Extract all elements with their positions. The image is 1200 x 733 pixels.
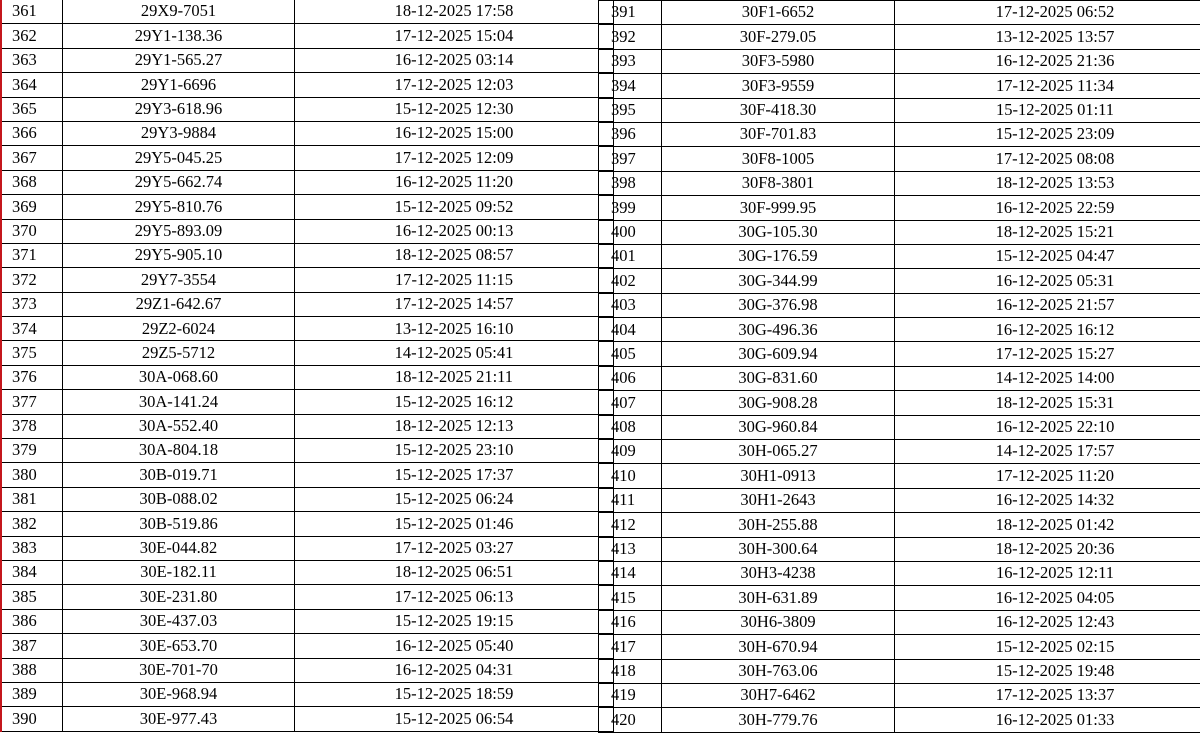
timestamp-cell: 13-12-2025 16:10	[295, 317, 614, 341]
license-plate-cell: 30H-763.06	[662, 659, 895, 683]
row-number-cell: 407	[599, 391, 662, 415]
timestamp-cell: 15-12-2025 09:52	[295, 195, 614, 219]
row-number-cell: 376	[1, 365, 63, 389]
license-plate-cell: 30E-231.80	[63, 585, 295, 609]
row-number-cell: 401	[599, 244, 662, 268]
row-number-cell: 367	[1, 146, 63, 170]
row-number-cell: 372	[1, 268, 63, 292]
plate-table-body	[1, 0, 614, 731]
row-number-cell: 394	[599, 74, 662, 98]
license-plate-cell: 30A-141.24	[63, 390, 295, 414]
timestamp-cell: 15-12-2025 01:46	[295, 512, 614, 536]
row-number-cell: 381	[1, 487, 63, 511]
license-plate-cell: 30H-670.94	[662, 635, 895, 659]
row-number-cell: 398	[599, 171, 662, 195]
license-plate-cell: 30H1-0913	[662, 464, 895, 488]
table-row	[599, 366, 1200, 390]
table-row	[599, 122, 1200, 146]
license-plate-cell: 29Y1-565.27	[63, 48, 295, 72]
table-row	[599, 74, 1200, 98]
timestamp-cell: 15-12-2025 18:59	[295, 682, 614, 706]
row-number-cell: 366	[1, 121, 63, 145]
license-plate-cell: 30E-968.94	[63, 682, 295, 706]
row-number-cell: 397	[599, 147, 662, 171]
table-row	[599, 269, 1200, 293]
table-row	[599, 659, 1200, 683]
table-row	[1, 487, 614, 511]
license-plate-cell: 29Y7-3554	[63, 268, 295, 292]
license-plate-cell: 30B-019.71	[63, 463, 295, 487]
license-plate-cell: 30H-631.89	[662, 586, 895, 610]
row-number-cell: 395	[599, 98, 662, 122]
table-row	[1, 317, 614, 341]
license-plate-cell: 30H-779.76	[662, 708, 895, 732]
timestamp-cell: 16-12-2025 03:14	[295, 48, 614, 72]
license-plate-cell: 30F3-5980	[662, 49, 895, 73]
table-row	[1, 463, 614, 487]
timestamp-cell: 16-12-2025 04:05	[895, 586, 1200, 610]
license-plate-cell: 30F1-6652	[662, 1, 895, 25]
row-number-cell: 386	[1, 609, 63, 633]
plate-table-body	[599, 1, 1200, 733]
row-number-cell: 412	[599, 513, 662, 537]
table-row	[599, 293, 1200, 317]
timestamp-cell: 16-12-2025 12:11	[895, 561, 1200, 585]
table-row	[1, 48, 614, 72]
timestamp-cell: 16-12-2025 12:43	[895, 610, 1200, 634]
license-plate-cell: 30G-176.59	[662, 244, 895, 268]
license-plate-cell: 30G-376.98	[662, 293, 895, 317]
table-row	[599, 683, 1200, 707]
license-plate-cell: 30F-999.95	[662, 196, 895, 220]
timestamp-cell: 18-12-2025 15:21	[895, 220, 1200, 244]
table-row	[599, 464, 1200, 488]
timestamp-cell: 17-12-2025 15:27	[895, 342, 1200, 366]
table-row	[1, 414, 614, 438]
row-number-cell: 380	[1, 463, 63, 487]
timestamp-cell: 16-12-2025 21:57	[895, 293, 1200, 317]
timestamp-cell: 18-12-2025 06:51	[295, 560, 614, 584]
row-number-cell: 399	[599, 196, 662, 220]
license-plate-cell: 30H-255.88	[662, 513, 895, 537]
row-number-cell: 365	[1, 97, 63, 121]
timestamp-cell: 15-12-2025 19:48	[895, 659, 1200, 683]
timestamp-cell: 17-12-2025 11:34	[895, 74, 1200, 98]
row-number-cell: 382	[1, 512, 63, 536]
license-plate-cell: 30G-960.84	[662, 415, 895, 439]
license-plate-cell: 29Y5-045.25	[63, 146, 295, 170]
row-number-cell: 374	[1, 317, 63, 341]
row-number-cell: 368	[1, 170, 63, 194]
license-plate-cell: 29Y5-810.76	[63, 195, 295, 219]
license-plate-cell: 30G-344.99	[662, 269, 895, 293]
row-number-cell: 404	[599, 318, 662, 342]
table-row	[599, 342, 1200, 366]
row-number-cell: 389	[1, 682, 63, 706]
row-number-cell: 416	[599, 610, 662, 634]
license-plate-cell: 29Z1-642.67	[63, 292, 295, 316]
row-number-cell: 417	[599, 635, 662, 659]
timestamp-cell: 15-12-2025 12:30	[295, 97, 614, 121]
table-row	[599, 488, 1200, 512]
table-row	[1, 560, 614, 584]
table-row	[599, 49, 1200, 73]
license-plate-cell: 30H1-2643	[662, 488, 895, 512]
license-plate-cell: 29Z5-5712	[63, 341, 295, 365]
row-number-cell: 383	[1, 536, 63, 560]
license-plate-cell: 30H-065.27	[662, 440, 895, 464]
row-number-cell: 411	[599, 488, 662, 512]
row-number-cell: 420	[599, 708, 662, 732]
table-row	[1, 634, 614, 658]
timestamp-cell: 18-12-2025 13:53	[895, 171, 1200, 195]
timestamp-cell: 18-12-2025 21:11	[295, 365, 614, 389]
timestamp-cell: 14-12-2025 17:57	[895, 440, 1200, 464]
table-row	[599, 98, 1200, 122]
timestamp-cell: 16-12-2025 11:20	[295, 170, 614, 194]
table-row	[1, 24, 614, 48]
timestamp-cell: 16-12-2025 22:59	[895, 196, 1200, 220]
timestamp-cell: 18-12-2025 17:58	[295, 0, 614, 24]
timestamp-cell: 17-12-2025 14:57	[295, 292, 614, 316]
timestamp-cell: 15-12-2025 04:47	[895, 244, 1200, 268]
row-number-cell: 408	[599, 415, 662, 439]
table-row	[1, 97, 614, 121]
timestamp-cell: 16-12-2025 22:10	[895, 415, 1200, 439]
table-row	[1, 585, 614, 609]
row-number-cell: 414	[599, 561, 662, 585]
table-row	[599, 196, 1200, 220]
timestamp-cell: 16-12-2025 04:31	[295, 658, 614, 682]
row-number-cell: 370	[1, 219, 63, 243]
table-row	[1, 609, 614, 633]
timestamp-cell: 17-12-2025 11:20	[895, 464, 1200, 488]
timestamp-cell: 17-12-2025 03:27	[295, 536, 614, 560]
table-row	[599, 537, 1200, 561]
plate-table-right	[598, 0, 1200, 733]
timestamp-cell: 18-12-2025 20:36	[895, 537, 1200, 561]
timestamp-cell: 17-12-2025 11:15	[295, 268, 614, 292]
license-plate-cell: 29Y3-9884	[63, 121, 295, 145]
license-plate-cell: 30H-300.64	[662, 537, 895, 561]
row-number-cell: 379	[1, 439, 63, 463]
timestamp-cell: 16-12-2025 16:12	[895, 318, 1200, 342]
timestamp-cell: 13-12-2025 13:57	[895, 25, 1200, 49]
row-number-cell: 419	[599, 683, 662, 707]
table-row	[599, 318, 1200, 342]
row-number-cell: 405	[599, 342, 662, 366]
timestamp-cell: 16-12-2025 14:32	[895, 488, 1200, 512]
license-plate-cell: 30G-908.28	[662, 391, 895, 415]
timestamp-cell: 17-12-2025 06:13	[295, 585, 614, 609]
timestamp-cell: 15-12-2025 16:12	[295, 390, 614, 414]
row-number-cell: 377	[1, 390, 63, 414]
timestamp-cell: 15-12-2025 23:10	[295, 439, 614, 463]
row-number-cell: 362	[1, 24, 63, 48]
license-plate-cell: 30G-496.36	[662, 318, 895, 342]
row-number-cell: 364	[1, 73, 63, 97]
license-plate-cell: 30G-609.94	[662, 342, 895, 366]
timestamp-cell: 15-12-2025 01:11	[895, 98, 1200, 122]
timestamp-cell: 17-12-2025 08:08	[895, 147, 1200, 171]
row-number-cell: 402	[599, 269, 662, 293]
license-plate-cell: 30B-088.02	[63, 487, 295, 511]
table-row	[599, 1, 1200, 25]
timestamp-cell: 17-12-2025 06:52	[895, 1, 1200, 25]
table-row	[599, 220, 1200, 244]
table-row	[1, 536, 614, 560]
license-plate-cell: 30E-044.82	[63, 536, 295, 560]
row-number-cell: 371	[1, 243, 63, 267]
license-plate-cell: 29X9-7051	[63, 0, 295, 24]
license-plate-cell: 29Y5-893.09	[63, 219, 295, 243]
license-plate-cell: 30F-418.30	[662, 98, 895, 122]
row-number-cell: 418	[599, 659, 662, 683]
table-row	[1, 658, 614, 682]
row-number-cell: 363	[1, 48, 63, 72]
table-row	[1, 170, 614, 194]
table-row	[599, 635, 1200, 659]
timestamp-cell: 16-12-2025 05:31	[895, 269, 1200, 293]
row-number-cell: 375	[1, 341, 63, 365]
row-number-cell: 415	[599, 586, 662, 610]
table-row	[1, 243, 614, 267]
row-number-cell: 396	[599, 122, 662, 146]
table-row	[1, 439, 614, 463]
license-plate-cell: 29Y1-6696	[63, 73, 295, 97]
license-plate-cell: 30E-701-70	[63, 658, 295, 682]
timestamp-cell: 14-12-2025 05:41	[295, 341, 614, 365]
license-plate-cell: 30E-977.43	[63, 707, 295, 731]
license-plate-cell: 29Y5-662.74	[63, 170, 295, 194]
table-row	[599, 391, 1200, 415]
table-row	[1, 707, 614, 731]
table-row	[599, 708, 1200, 732]
timestamp-cell: 18-12-2025 01:42	[895, 513, 1200, 537]
timestamp-cell: 16-12-2025 15:00	[295, 121, 614, 145]
license-plate-cell: 30H3-4238	[662, 561, 895, 585]
table-row	[1, 268, 614, 292]
table-row	[599, 25, 1200, 49]
row-number-cell: 373	[1, 292, 63, 316]
license-plate-cell: 30F8-3801	[662, 171, 895, 195]
timestamp-cell: 17-12-2025 13:37	[895, 683, 1200, 707]
license-plate-cell: 30E-653.70	[63, 634, 295, 658]
license-plate-cell: 30B-519.86	[63, 512, 295, 536]
row-number-cell: 369	[1, 195, 63, 219]
license-plate-cell: 30F8-1005	[662, 147, 895, 171]
table-row	[599, 244, 1200, 268]
row-number-cell: 388	[1, 658, 63, 682]
license-plate-cell: 30E-182.11	[63, 560, 295, 584]
table-row	[599, 586, 1200, 610]
table-row	[1, 195, 614, 219]
row-number-cell: 413	[599, 537, 662, 561]
table-row	[1, 682, 614, 706]
timestamp-cell: 15-12-2025 06:54	[295, 707, 614, 731]
license-plate-cell: 30A-552.40	[63, 414, 295, 438]
table-row	[1, 121, 614, 145]
row-number-cell: 378	[1, 414, 63, 438]
timestamp-cell: 16-12-2025 21:36	[895, 49, 1200, 73]
table-row	[1, 0, 614, 24]
table-row	[599, 147, 1200, 171]
timestamp-cell: 16-12-2025 01:33	[895, 708, 1200, 732]
row-number-cell: 406	[599, 366, 662, 390]
table-row	[599, 513, 1200, 537]
timestamp-cell: 17-12-2025 12:03	[295, 73, 614, 97]
license-plate-cell: 30E-437.03	[63, 609, 295, 633]
timestamp-cell: 14-12-2025 14:00	[895, 366, 1200, 390]
table-row	[599, 415, 1200, 439]
row-number-cell: 392	[599, 25, 662, 49]
row-number-cell: 400	[599, 220, 662, 244]
timestamp-cell: 18-12-2025 12:13	[295, 414, 614, 438]
license-plate-cell: 29Y1-138.36	[63, 24, 295, 48]
table-row	[1, 365, 614, 389]
timestamp-cell: 15-12-2025 06:24	[295, 487, 614, 511]
table-row	[1, 390, 614, 414]
timestamp-cell: 16-12-2025 05:40	[295, 634, 614, 658]
timestamp-cell: 15-12-2025 17:37	[295, 463, 614, 487]
table-row	[1, 219, 614, 243]
table-row	[599, 171, 1200, 195]
table-row	[599, 610, 1200, 634]
license-plate-cell: 29Y5-905.10	[63, 243, 295, 267]
table-row	[1, 146, 614, 170]
table-row	[599, 561, 1200, 585]
timestamp-cell: 18-12-2025 08:57	[295, 243, 614, 267]
timestamp-cell: 15-12-2025 23:09	[895, 122, 1200, 146]
row-number-cell: 391	[599, 1, 662, 25]
table-row	[1, 341, 614, 365]
license-plate-cell: 30G-831.60	[662, 366, 895, 390]
row-number-cell: 393	[599, 49, 662, 73]
license-plate-cell: 29Z2-6024	[63, 317, 295, 341]
row-number-cell: 403	[599, 293, 662, 317]
timestamp-cell: 17-12-2025 15:04	[295, 24, 614, 48]
table-row	[599, 440, 1200, 464]
row-number-cell: 361	[1, 0, 63, 24]
row-number-cell: 385	[1, 585, 63, 609]
license-plate-cell: 29Y3-618.96	[63, 97, 295, 121]
row-number-cell: 384	[1, 560, 63, 584]
row-number-cell: 390	[1, 707, 63, 731]
timestamp-cell: 15-12-2025 02:15	[895, 635, 1200, 659]
license-plate-cell: 30F-279.05	[662, 25, 895, 49]
timestamp-cell: 15-12-2025 19:15	[295, 609, 614, 633]
row-number-cell: 409	[599, 440, 662, 464]
license-plate-cell: 30H7-6462	[662, 683, 895, 707]
license-plate-cell: 30G-105.30	[662, 220, 895, 244]
table-row	[1, 292, 614, 316]
timestamp-cell: 16-12-2025 00:13	[295, 219, 614, 243]
license-plate-cell: 30F3-9559	[662, 74, 895, 98]
table-row	[1, 512, 614, 536]
license-plate-cell: 30A-068.60	[63, 365, 295, 389]
license-plate-cell: 30F-701.83	[662, 122, 895, 146]
license-plate-cell: 30H6-3809	[662, 610, 895, 634]
license-plate-cell: 30A-804.18	[63, 439, 295, 463]
timestamp-cell: 17-12-2025 12:09	[295, 146, 614, 170]
row-number-cell: 387	[1, 634, 63, 658]
row-number-cell: 410	[599, 464, 662, 488]
timestamp-cell: 18-12-2025 15:31	[895, 391, 1200, 415]
table-row	[1, 73, 614, 97]
